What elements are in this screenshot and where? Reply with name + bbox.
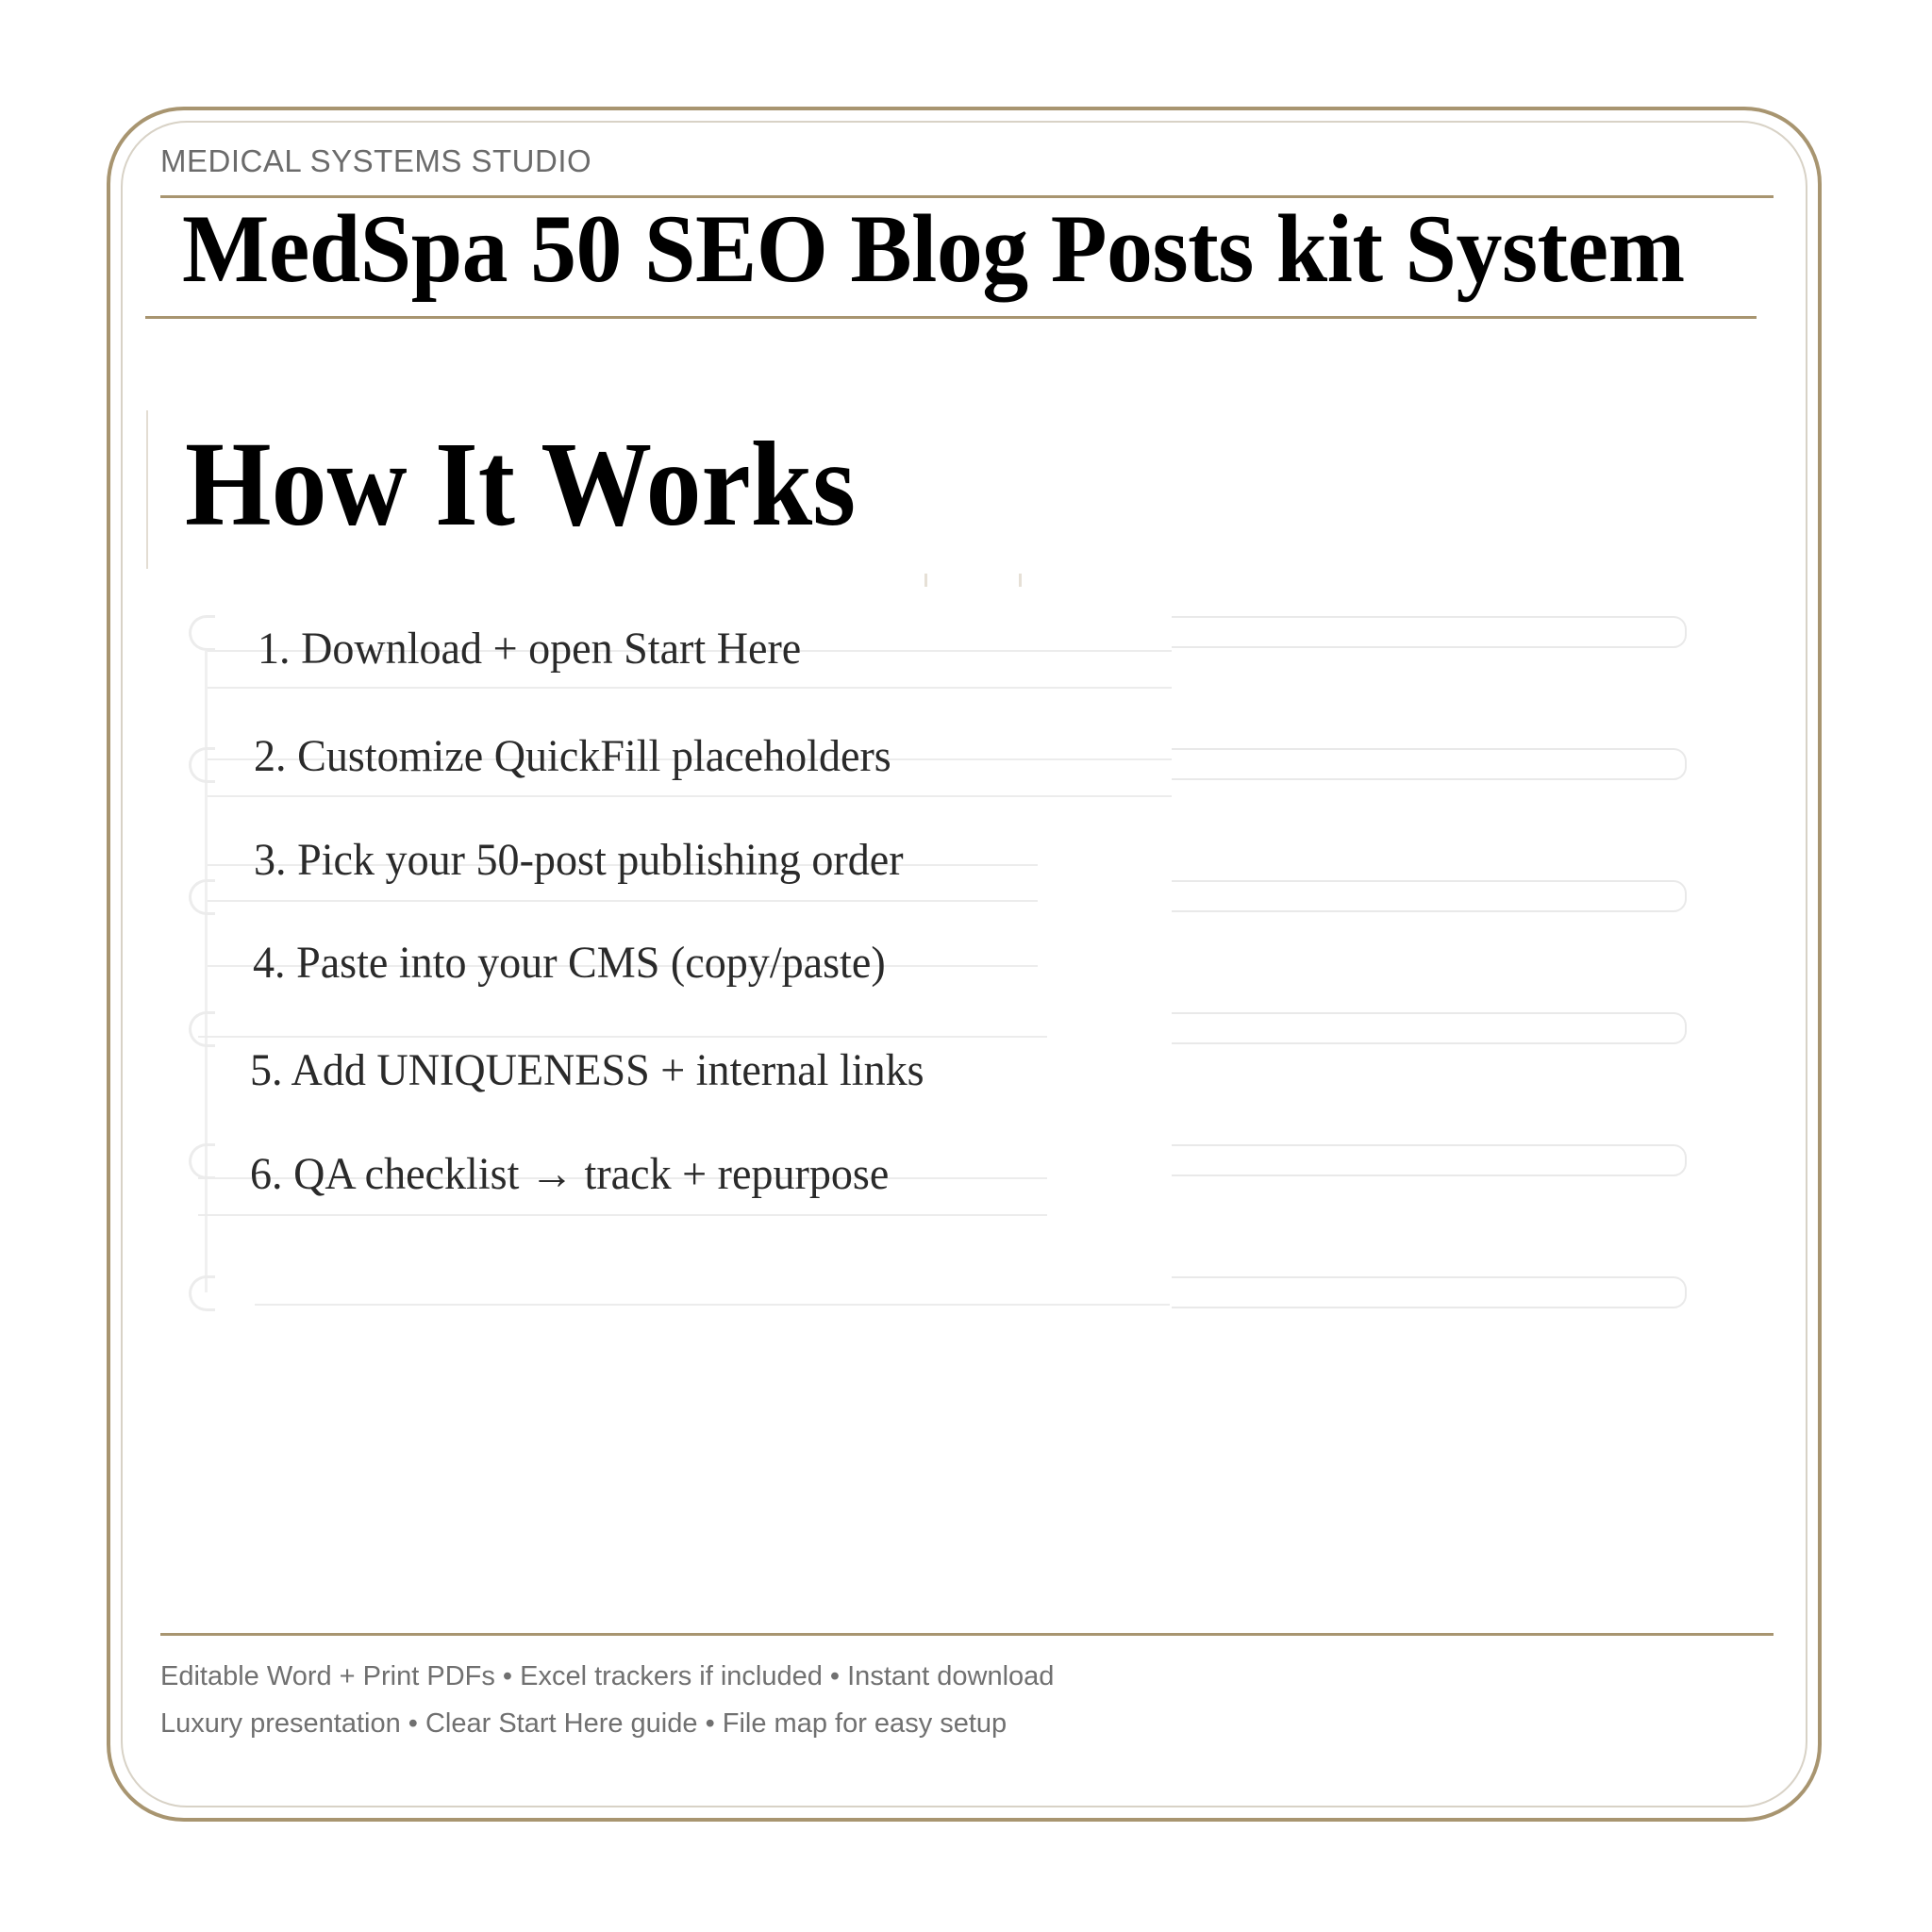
page-title: MedSpa 50 SEO Blog Posts kit System <box>182 195 1685 303</box>
list-line <box>208 687 1172 689</box>
list-pill <box>1172 1276 1687 1308</box>
brand-label: MEDICAL SYSTEMS STUDIO <box>160 143 592 178</box>
step-4: 4. Paste into your CMS (copy/paste) <box>253 938 886 988</box>
list-line <box>208 795 1172 797</box>
list-pill <box>1172 1144 1687 1176</box>
list-line <box>198 1214 1047 1216</box>
list-pill <box>1172 616 1687 648</box>
section-accent-line <box>146 410 148 569</box>
list-pill <box>1172 748 1687 780</box>
step-1: 1. Download + open Start Here <box>258 624 802 674</box>
section-heading: How It Works <box>185 417 857 551</box>
step-5: 5. Add UNIQUENESS + internal links <box>250 1045 924 1095</box>
footer-line-2: Luxury presentation • Clear Start Here guide • File map for easy setup <box>160 1708 1008 1739</box>
list-pill <box>1172 1012 1687 1044</box>
list-line <box>198 1036 1047 1038</box>
footer-line-1: Editable Word + Print PDFs • Excel trackers if included • Instant download <box>160 1661 1055 1691</box>
step-6: 6. QA checklist → track + repurpose <box>250 1149 890 1199</box>
header-divider-bottom <box>145 316 1757 319</box>
step-3: 3. Pick your 50-post publishing order <box>254 835 904 885</box>
list-line <box>255 1304 1170 1306</box>
decorative-tick <box>924 574 927 587</box>
list-pill <box>1172 880 1687 912</box>
list-line <box>208 900 1038 902</box>
footer-divider <box>160 1633 1774 1636</box>
decorative-tick <box>1019 574 1022 587</box>
step-2: 2. Customize QuickFill placeholders <box>254 731 891 781</box>
